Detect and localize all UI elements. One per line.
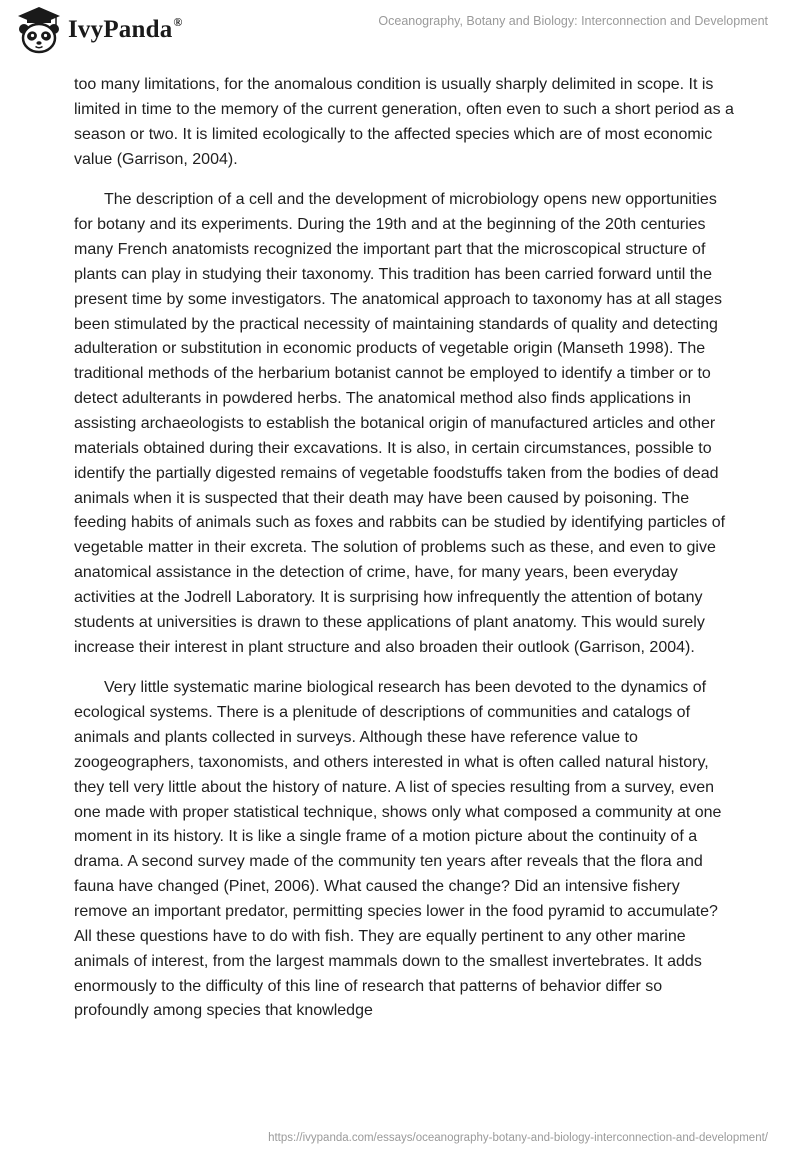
panda-graduation-cap-icon bbox=[14, 5, 64, 55]
paragraph: The description of a cell and the development of microbiology opens new opportunities for botany and its experiments. During the 19th and at the beginning of the 20th centuries many French anatomists recognized the important part that the microscopical structure of plants can play in studying their taxonomy. This tradition has been carried forward until the present time by some investigators. The anatomical approach to taxonomy has at all stages been stimulated by the practical necessity of maintaining standards of quality and detecting adulteration or substitution in economic products of vegetable origin (Manseth 1998). The traditional methods of the herbarium botanist cannot be employed to identify a timber or to detect adulterants in powdered herbs. The anatomical method also finds applications in assisting archaeologists to establish the botanical origin of manufactured articles and other materials obtained during their excavations. It is also, in certain circumstances, possible to identify the partially digested remains of vegetable foodstuffs taken from the bodies of dead animals when it is suspected that their death may have been caused by poisoning. The feeding habits of animals such as foxes and rabbits can be studied by identifying particles of vegetable matter in their excreta. The solution of problems such as these, and even to give anatomical assistance in the detection of crime, have, for many years, been everyday activities at the Jodrell Laboratory. It is surprising how infrequently the attention of botany students at universities is drawn to these applications of plant anatomy. This would surely increase their interest in plant structure and also broaden their outlook (Garrison, 2004). bbox=[74, 191, 726, 656]
logo-wordmark bbox=[68, 16, 183, 44]
paragraph: too many limitations, for the anomalous condition is usually sharply delimited in scope. It is limited in time to the memory of the current generation, often even to such a short period as a season or two. It is limited ecologically to the affected species which are of most economic value (Garrison, 2004). bbox=[74, 76, 734, 168]
ivypanda-logo[interactable] bbox=[14, 6, 183, 54]
document-title: Oceanography, Botany and Biology: Interconnection and Development bbox=[378, 14, 768, 28]
registered-mark: ® bbox=[173, 14, 183, 29]
essay-body bbox=[74, 73, 734, 1040]
brand-name: IvyPanda bbox=[68, 16, 173, 43]
paragraph: Very little systematic marine biological research has been devoted to the dynamics of ecological systems. There is a plenitude of descriptions of communities and catalogs of animals and plants collected in surveys. Although these have reference value to zoogeographers, taxonomists, and others interested in what is often called natural history, they tell very little about the history of nature. A list of species resulting from a survey, even one made with proper statistical technique, shows only what composed a community at one moment in its history. It is like a single frame of a motion picture about the continuity of a drama. A second survey made of the community ten years after reveals that the flora and fauna have changed (Pinet, 2006). What caused the change? Did an intensive fishery remove an important predator, permitting species lower in the food pyramid to accumulate? All these questions have to do with fish. They are equally pertinent to any other marine animals of interest, from the largest mammals down to the smallest invertebrates. It adds enormously to the difficulty of this line of research that patterns of behavior differ so profoundly among species that knowledge bbox=[74, 679, 722, 1020]
footer-url[interactable]: https://ivypanda.com/essays/oceanography-botany-and-biology-interconnection-and-development/ bbox=[268, 1132, 768, 1144]
page-header bbox=[0, 0, 800, 62]
